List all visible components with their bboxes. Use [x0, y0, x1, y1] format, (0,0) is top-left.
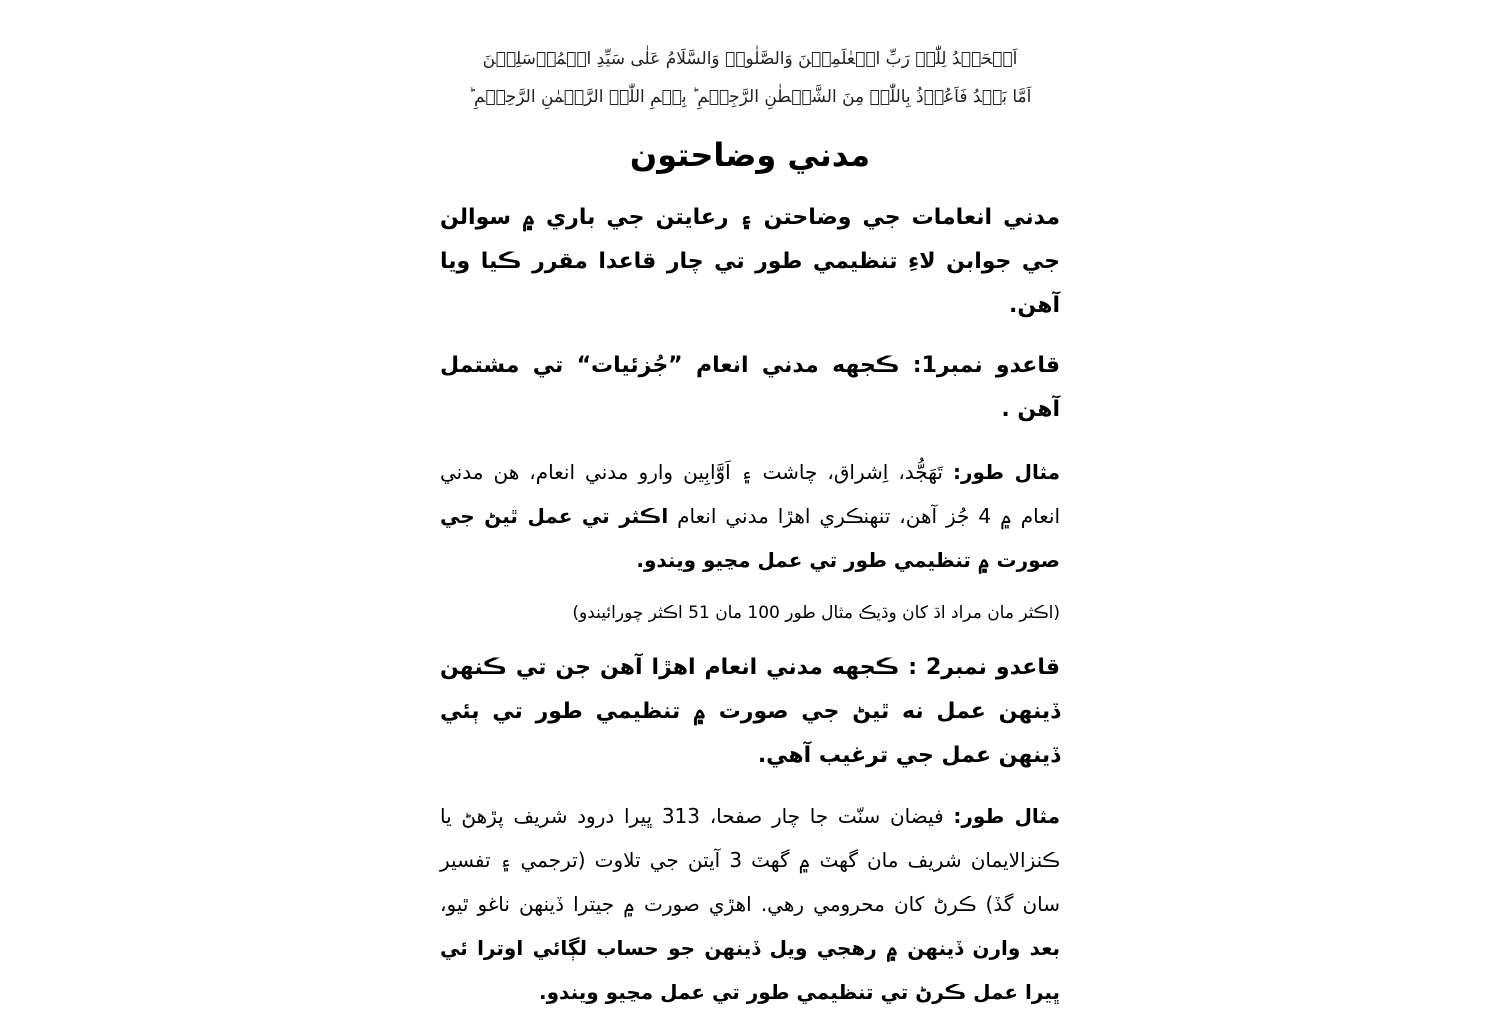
example-1-label: مثال طور:	[953, 460, 1060, 485]
invocation-block	[440, 40, 1060, 116]
example-1-text: تَهَجُّد، اِشراق، چاشت ۽ اَوَّابِين وارو مدني انعام، هن مدني انعام ۾ 4 جُز آهن، تنهنڪري اهڙا مدني انعام	[440, 460, 1061, 529]
invocation-line-1: اَلۡحَمۡدُ لِلّٰہِ رَبِّ الۡعٰلَمِیۡنَ وَالصَّلٰوۃُ وَالسَّلَامُ عَلٰی سَیِّدِ الۡمُرۡسَلِیۡنَ	[482, 49, 1018, 69]
example-1-paragraph	[440, 450, 1060, 582]
example-2-emphasis: بعد وارن ڏينهن ۾ رهجي ويل ڏينهن جو حساب لڳائي اوترا ئي ڀيرا عمل ڪرڻ تي تنظيمي طور تي عمل مڃيو ويندو.	[440, 936, 1060, 1005]
intro-paragraph: مدني انعامات جي وضاحتن ۽ رعايتن جي باري ۾ سوالن جي جوابن لاءِ تنظيمي طور تي چار قاعدا مقرر ڪيا ويا آهن.	[440, 205, 1060, 319]
example-2-paragraph	[440, 794, 1060, 1014]
document-page	[440, 40, 1061, 1005]
example-1-emphasis: اڪثر تي عمل ٿيڻ جي صورت ۾ تنظيمي طور تي عمل مڃيو ويندو.	[440, 504, 1060, 573]
example-2-label: مثال طور:	[953, 804, 1060, 829]
rule-2: قاعدو نمبر2 : ڪجهه مدني انعام اهڙا آهن جن تي ڪنهن ڏينهن عمل نه ٿيڻ جي صورت ۾ تنظيمي طور تي ٻئي ڏينهن عمل جي ترغيب آهي.	[440, 655, 1060, 769]
note-majority: (اڪثر مان مراد اڌ کان وڌيڪ مثال طور 100 مان 51 اڪثر چورائيندو)	[572, 603, 1060, 624]
invocation-line-2: اَمَّا بَعۡدُ فَاَعُوۡذُ بِاللّٰہِ مِنَ الشَّیۡطٰنِ الرَّجِیۡمِ ؕ بِسۡمِ اللّٰہِ الرَّحۡمٰنِ الرَّحِیۡمِ ؕ	[468, 87, 1032, 107]
page-title: مدني وضاحتون	[629, 136, 871, 174]
rule-1: قاعدو نمبر1: ڪجهه مدني انعام ”جُزئيات“ تي مشتمل آهن .	[440, 353, 1060, 423]
example-2-text: فيضان سنّت جا چار صفحا، 313 ڀيرا درود شريف پڙهڻ يا ڪنزالايمان شريف مان گهٽ ۾ گهٽ 3 آيتن جي تلاوت (ترجمي ۽ تفسير سان گڏ) ڪرڻ کان محرومي رهي. اهڙي صورت ۾ جيترا ڏينهن ناغو ٿيو،	[440, 804, 1060, 917]
